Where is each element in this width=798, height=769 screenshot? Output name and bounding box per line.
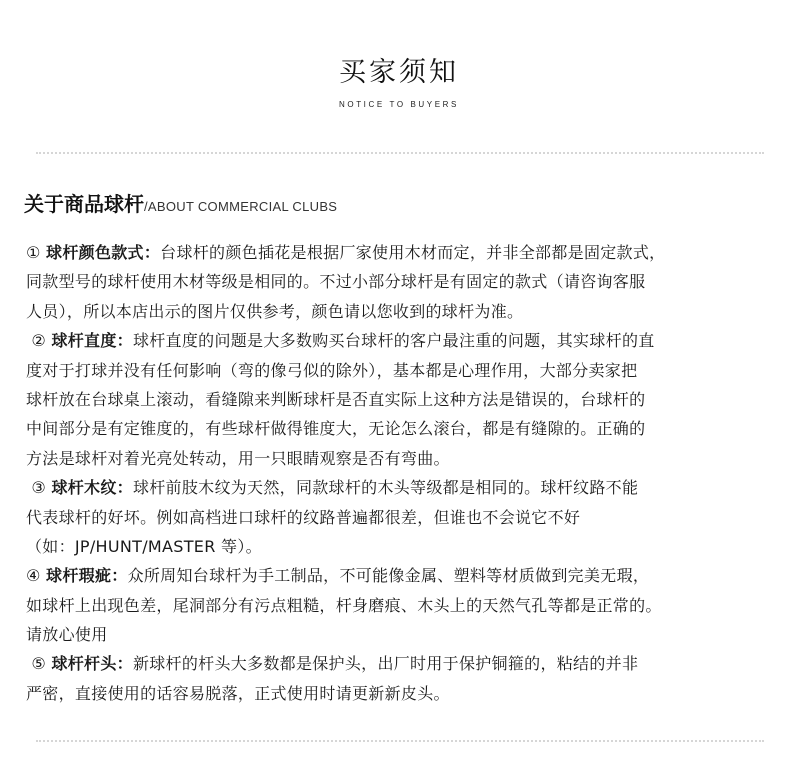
item-text: 球杆前肢木纹为天然，同款球杆的木头等级都是相同的。球杆纹路不能	[132, 478, 639, 498]
item-number: ①	[26, 243, 41, 262]
page-title: 买家须知	[339, 57, 459, 88]
item-title: 球杆杆头：	[51, 654, 133, 674]
item-line	[26, 326, 786, 355]
item-line: 代表球杆的好坏。例如高档进口球杆的纹路普遍都很差，但谁也不会说它不好	[26, 507, 581, 527]
item-text: 新球杆的杆头大多数都是保护头，出厂时用于保护铜箍的，粘结的并非	[132, 654, 639, 674]
item-text: 球杆直度的问题是大多数购买台球杆的客户最注重的问题，其实球杆的直	[132, 331, 655, 351]
page-subtitle: NOTICE TO BUYERS	[339, 100, 459, 109]
item-line: 如球杆上出现色差，尾洞部分有污点粗糙，杆身磨痕、木头上的天然气孔等都是正常的。	[26, 595, 662, 615]
item-text: 台球杆的颜色插花是根据厂家使用木材而定，并非全部都是固定款式，	[160, 243, 666, 262]
item-line: 严密，直接使用的话容易脱落，正式使用时请更新新皮头。	[26, 683, 450, 703]
item-line: 请放心使用	[26, 625, 108, 645]
item-number: ②	[31, 331, 47, 351]
item-line: （如：JP/HUNT/MASTER 等）。	[26, 536, 262, 556]
bottom-divider	[36, 740, 764, 742]
section-heading	[24, 188, 337, 217]
item-number: ⑤	[31, 654, 47, 674]
section-heading-en: /ABOUT COMMERCIAL CLUBS	[144, 199, 338, 214]
item-line	[26, 238, 786, 267]
item-line: 度对于打球并没有任何影响（弯的像弓似的除外），基本都是心理作用，大部分卖家把	[26, 360, 638, 380]
item-title: 球杆木纹：	[51, 478, 133, 498]
item-line: 同款型号的球杆使用木材等级是相同的。不过小部分球杆是有固定的款式（请咨询客服	[26, 272, 646, 292]
item-line	[26, 649, 786, 678]
item-line: 人员），所以本店出示的图片仅供参考，颜色请以您收到的球杆为准。	[26, 301, 524, 321]
item-line: 球杆放在台球桌上滚动，看缝隙来判断球杆是否直实际上这种方法是错误的，台球杆的	[26, 389, 646, 409]
item-title: 球杆瑕疵：	[46, 566, 128, 586]
section-heading-zh: 关于商品球杆	[24, 192, 144, 216]
item-title: 球杆直度：	[51, 331, 133, 351]
item-line: 中间部分是有定锥度的，有些球杆做得锥度大，无论怎么滚台，都是有缝隙的。正确的	[26, 419, 646, 439]
item-number: ③	[31, 478, 47, 498]
item-text: 众所周知台球杆为手工制品，不可能像金属、塑料等材质做到完美无瑕，	[127, 566, 650, 586]
top-divider	[36, 152, 764, 154]
item-line	[26, 561, 786, 590]
item-number: ④	[26, 566, 41, 586]
item-line	[26, 473, 786, 502]
item-line: 方法是球杆对着光亮处转动，用一只眼睛观察是否有弯曲。	[26, 448, 450, 468]
notice-body	[26, 238, 786, 708]
item-title: 球杆颜色款式：	[46, 243, 161, 262]
